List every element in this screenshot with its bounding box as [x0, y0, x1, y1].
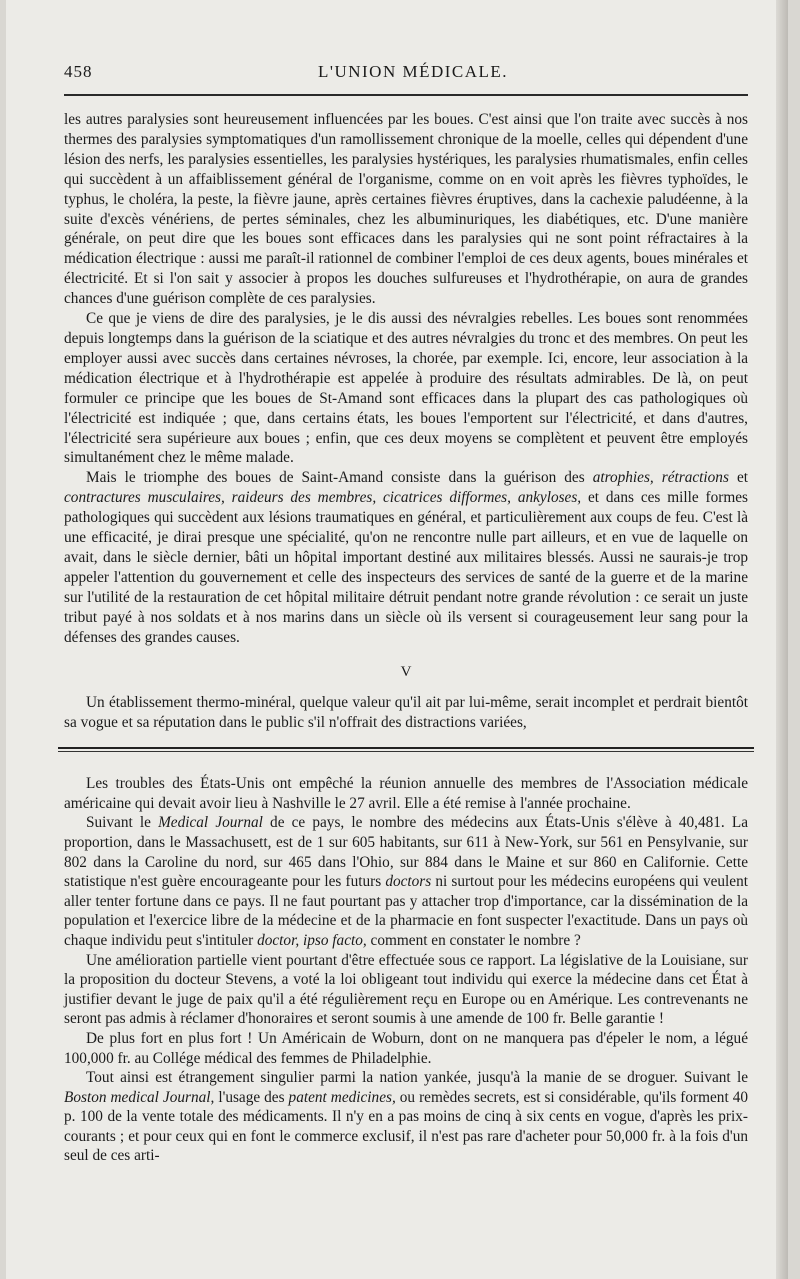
article-body	[64, 110, 748, 733]
italic-text: Medical Journal	[158, 814, 263, 832]
text-run: Tout ainsi est étrangement singulier parmi la nation yankée, jusqu'à la manie de se droguer. Suivant le	[86, 1069, 748, 1087]
text-run: De plus fort en plus fort ! Un Américain de Woburn, dont on ne manquera pas d'épeler le nom, a légué 100,000 fr. au Collége médical des femmes de Philadelphie.	[64, 1029, 748, 1067]
text-run: Une amélioration partielle vient pourtant d'être effectuée sous ce rapport. La législative de la Louisiane, sur la proposition du docteur Stevens, a voté la loi obligeant tout individu qui exerce la médecine dans cet État à justifier devant le juge de paix qu'il a été régulièrement reçu en Europe ou en Amérique. Les contrevenants ne seront pas admis à réclamer d'honoraires et seront soumis à une amende de 100 fr. Belle garantie !	[64, 951, 748, 1028]
newspaper-page	[6, 0, 782, 1279]
header-rule	[64, 94, 748, 96]
text-run: ou remèdes secrets, est si considérable, qu'ils forment 40 p. 100 de la vente totale des médicaments. Il n'y en a pas moins de cinq à six cents en vogue, d'après les prix-courants ; et pour ceux qui en font le commerce exclusif, il n'est pas rare d'acheter pour 50,000 fr. à la fois d'un seul de ces arti-	[64, 1088, 748, 1165]
news-paragraphs	[64, 774, 748, 1166]
article-paragraph	[64, 468, 748, 647]
news-paragraph	[64, 951, 748, 1029]
article-paragraph	[64, 110, 748, 309]
italic-text: doctor, ipso facto,	[257, 931, 367, 949]
section-paragraph: Un établissement thermo-minéral, quelque valeur qu'il ait par lui-même, serait incomplet et perdrait bientôt sa vogue et sa réputation dans le public s'il n'offrait des distractions variées,	[64, 694, 748, 732]
italic-text: Boston medical Journal,	[64, 1088, 215, 1106]
section-divider	[58, 747, 754, 752]
text-run: ni surtout pour les médecins européens qui veulent aller tenter fortune dans ce pays. Il ne faut pourtant pas y attacher trop d'importance, car la dissémination de la population et l'exercice libre de la médecine et de la pharmacie en font suspecter l'exactitude. Dans un pays où chaque individu peut s'intituler	[64, 873, 748, 949]
text-run: Mais le triomphe des boues de Saint-Amand consiste dans la guérison des	[86, 469, 593, 487]
news-paragraph	[64, 774, 748, 813]
news-paragraph	[64, 1029, 748, 1068]
running-title: L'UNION MÉDICALE.	[318, 62, 509, 81]
text-run: Ce que je viens de dire des paralysies, je le dis aussi des névralgies rebelles. Les boues sont renommées depuis longtemps dans la guérison de la sciatique et des autres névralgies du tronc et des membres. On peut les employer aussi avec succès dans certaines névroses, la chorée, par exemple. Ici, encore, leur association à la médication électrique et à l'hydrothérapie est appelée à produire des résultats admirables. De là, on peut formuler ce principe que les boues de St-Amand sont efficaces dans la plupart des cas pathologiques où l'électricité est indiquée ; que, dans certains états, les boues l'emportent sur l'électricité, et dans d'autres, l'électricité sera supérieure aux boues ; enfin, que ces deux moyens se complètent et peuvent être employés simultanément chez le même malade.	[64, 310, 748, 467]
text-run: et dans ces mille formes pathologiques qui succèdent aux lésions traumatiques en général, et particulièrement aux coups de feu. C'est là une efficacité, je dirai presque une spécialité, qu'on ne rencontre nulle part ailleurs, et en vue de laquelle on avait, dans le siècle dernier, bâti un hôpital important destiné aux militaires blessés. Aussi ne saurais-je trop appeler l'attention du gouvernement et celle des inspecteurs des services de santé de la guerre et de la marine sur l'utilité de la restauration de cet hôpital militaire détruit pendant notre grande révolution : ce serait un juste tribut payé à nos soldats et à nos marins dans un siècle où ils versent si courageusement leur sang pour la défenses des grandes causes.	[64, 489, 748, 646]
italic-text: doctors	[385, 873, 432, 891]
page-number: 458	[64, 62, 93, 81]
news-paragraph	[64, 813, 748, 950]
text-run: comment en constater le nombre ?	[366, 931, 581, 949]
italic-text: atrophies, rétractions	[592, 469, 729, 487]
text-run: Les troubles des États-Unis ont empêché la réunion annuelle des membres de l'Association médicale américaine qui devait avoir lieu à Nashville le 27 avril. Elle a été remise à l'année prochaine.	[64, 775, 748, 812]
text-run: de ce pays, le nombre des médecins aux États-Unis s'élève à 40,481. La proportion, dans le Massachusett, est de 1 sur 605 habitants, sur 611 à New-York, sur 561 en Pensylvanie, sur 802 dans la Caroline du nord, sur 465 dans l'Ohio, sur 884 dans le Maine et sur 860 en Californie. Cette statistique n'est guère encourageante pour les futurs	[64, 814, 748, 891]
page-header	[64, 58, 748, 88]
news-paragraph	[64, 1068, 748, 1166]
italic-text: patent medicines,	[288, 1088, 396, 1106]
article-paragraphs	[64, 110, 748, 647]
article-paragraph	[64, 309, 748, 468]
text-run: l'usage des	[214, 1088, 289, 1106]
italic-text: contractures musculaires, raideurs des membres, cicatrices difformes, ankyloses,	[64, 489, 582, 507]
text-run: Suivant le	[86, 814, 159, 832]
section-number: V	[400, 664, 412, 681]
text-run: les autres paralysies sont heureusement influencées par les boues. C'est ainsi que l'on traite avec succès à nos thermes des paralysies symptomatiques d'un ramollissement chronique de la moelle, celles qui dépendent d'une lésion des nerfs, les paralysies essentielles, les paralysies hystériques, les paralysies rhumatismales, enfin celles qui succèdent à un affaiblissement général de l'organisme, comme on en voit après les fièvres typhoïdes, le typhus, le choléra, la peste, la fièvre jaune, après certaines fièvres éruptives, dans la cachexie paludéenne, à la suite d'excès vénériens, de pertes séminales, chez les albuminuriques, les diabétiques, etc. D'une manière générale, on peut dire que les boues sont efficaces dans les paralysies qui ne sont point réfractaires à la médication électrique : aussi me paraît-il rationnel de combiner l'emploi de ces deux agents, boues minérales et électricité. Et si l'on sait y associer à propos les douches sulfureuses et l'hydrothérapie, on aura de grandes chances d'une guérison complète de ces paralysies.	[64, 111, 748, 308]
page-edge-shadow	[776, 0, 788, 1279]
text-run: et	[728, 469, 748, 487]
news-items	[64, 774, 748, 1166]
